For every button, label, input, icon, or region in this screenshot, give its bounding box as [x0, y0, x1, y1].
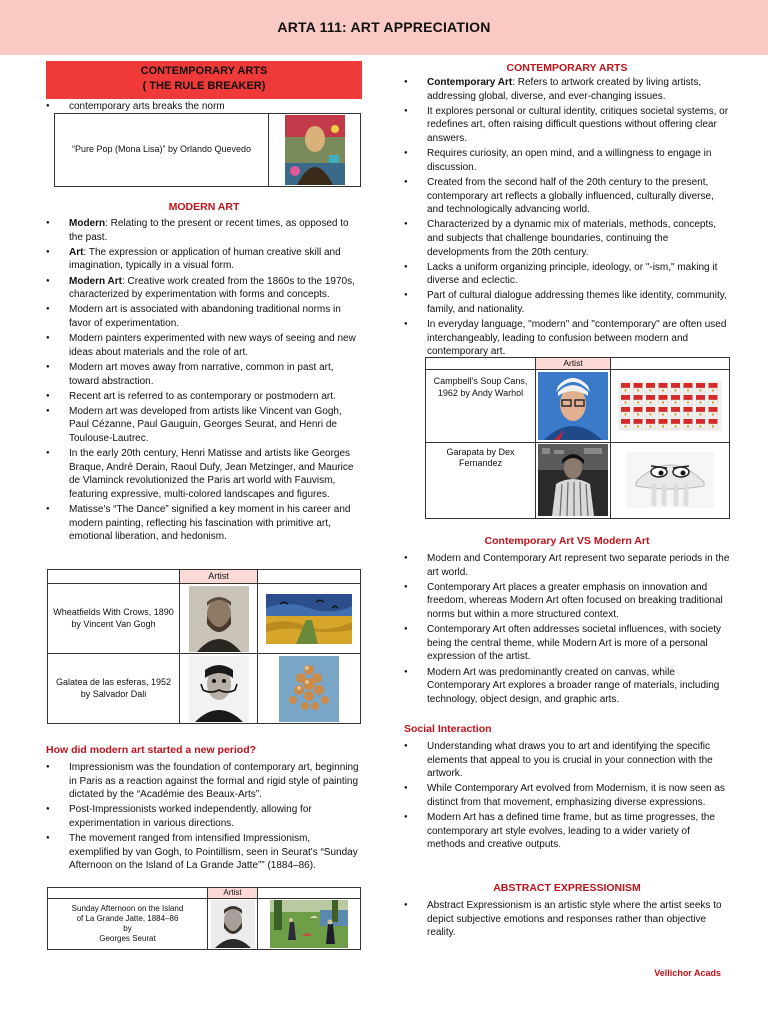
- soup-can: [646, 419, 655, 429]
- georges-seurat-portrait-image: [211, 900, 255, 948]
- seurat-caption: Sunday Afternoon on the Island of La Grande Jatte, 1884–86 by Georges Seurat: [48, 899, 208, 950]
- soup-can: [671, 407, 680, 417]
- soup-can: [709, 419, 718, 429]
- contemporary-arts-banner: [46, 61, 362, 99]
- soup-can: [696, 383, 705, 393]
- soup-can: [671, 419, 680, 429]
- soup-can: [684, 395, 693, 405]
- list-item: ● Part of cultural dialogue addressing themes like identity, community, family, and nationality.: [404, 289, 730, 316]
- pure-pop-mona-lisa-image: [285, 115, 345, 185]
- list-item: ● Modern Art has a defined time frame, but as time progresses, the contemporary art style evolves, leading to a wider variety of methods and creative outputs.: [404, 811, 730, 852]
- contemporary-artist-header: Artist: [536, 358, 611, 370]
- soup-can: [709, 407, 718, 417]
- list-item: ● Modern art is associated with abandoning traditional norms in favor of experimentation.: [46, 303, 362, 330]
- list-item: ● Modern: Relating to the present or recent times, as opposed to the past.: [46, 217, 362, 244]
- list-item: ● Requires curiosity, an open mind, and a willingness to engage in discussion.: [404, 147, 730, 174]
- soup-can: [709, 395, 718, 405]
- vs-heading: Contemporary Art VS Modern Art: [484, 535, 650, 547]
- seurat-artist-header: Artist: [208, 888, 258, 899]
- campbells-soup-cans-image: [618, 381, 722, 431]
- garapata-character-image: [626, 452, 714, 508]
- list-item: ● Modern Art was predominantly created on canvas, while Contemporary Art explores a broader range of materials, including technology, object design, and graphic arts.: [404, 666, 730, 707]
- modern-artists-table: [47, 569, 361, 724]
- dali-caption: Galatea de las esferas, 1952 by Salvador Dali: [48, 654, 180, 724]
- list-item: ● In everyday language, "modern" and "contemporary" are often used interchangeably, leading to confusion between modern and contemporary art.: [404, 318, 730, 359]
- galatea-de-las-esferas-image: [279, 656, 339, 722]
- list-item: ● The movement ranged from intensified Impressionism, exemplified by van Gogh, to Pointillism, seen in Seurat's “Sunday Afternoon on the Island of La Grande Jatte”” (1884–86).: [46, 832, 362, 873]
- soup-can: [684, 419, 693, 429]
- soup-can: [696, 407, 705, 417]
- soup-can: [684, 383, 693, 393]
- list-item: ● Post-Impressionists worked independently, allowing for experimentation in various directions.: [46, 803, 362, 830]
- abstract-expressionism-heading: ABSTRACT EXPRESSIONISM: [493, 882, 641, 894]
- social-interaction-list: [404, 740, 730, 854]
- artist-column-header: Artist: [180, 570, 258, 584]
- soup-can: [659, 419, 668, 429]
- list-item: ● Recent art is referred to as contemporary or postmodern art.: [46, 390, 362, 404]
- footer-brand: Vellichor Acads: [654, 968, 721, 978]
- list-item: ● Lacks a uniform organizing principle, ideology, or "-ism," making it diverse and eclectic.: [404, 261, 730, 288]
- soup-can: [634, 407, 643, 417]
- soup-can: [659, 407, 668, 417]
- list-item: ● Modern art was developed from artists like Vincent van Gogh, Paul Cézanne, Paul Gauguin, Georges Seurat, and Henri de Toulouse-Lautrec.: [46, 405, 362, 446]
- banner-subtitle: ( THE RULE BREAKER): [142, 79, 266, 92]
- van-gogh-portrait-image: [189, 586, 249, 652]
- sunday-afternoon-la-grande-jatte-image: [270, 900, 348, 948]
- vs-list: [404, 552, 730, 708]
- soup-can: [634, 383, 643, 393]
- abstract-expressionism-list: [404, 899, 730, 941]
- list-item: ● Impressionism was the foundation of contemporary art, beginning in Paris as a reaction against the formal and rigid style of painting dictated by the “Académie des Beaux-Arts”.: [46, 761, 362, 802]
- soup-can: [621, 407, 630, 417]
- soup-can: [646, 383, 655, 393]
- new-period-heading: How did modern art started a new period?: [46, 744, 257, 756]
- page-title: ARTA 111: ART APPRECIATION: [277, 19, 491, 36]
- list-item: ● Modern Art: Creative work created from the 1860s to the 1970s, characterized by experimentation with forms and concepts.: [46, 275, 362, 302]
- soup-can: [646, 395, 655, 405]
- list-item: ● Abstract Expressionism is an artistic style where the artist seeks to depict subjective emotions and responses rather than objective reality.: [404, 899, 730, 940]
- soup-can: [671, 383, 680, 393]
- list-item: ● Art: The expression or application of human creative skill and imagination, typically in a visual form.: [46, 246, 362, 273]
- salvador-dali-portrait-image: [189, 656, 249, 722]
- soup-can: [646, 407, 655, 417]
- list-item: ● Characterized by a dynamic mix of materials, methods, concepts, and subjects that challenge boundaries, continuing the developments from the 20th century.: [404, 218, 730, 259]
- list-item: ● Contemporary Art: Refers to artwork created by living artists, addressing global, diverse, and ever-changing issues.: [404, 76, 730, 103]
- warhol-caption: Campbell's Soup Cans, 1962 by Andy Warhol: [426, 370, 536, 442]
- van-gogh-caption: Wheatfields With Crows, 1890 by Vincent Van Gogh: [48, 584, 180, 654]
- new-period-list: [46, 761, 362, 875]
- soup-can: [634, 419, 643, 429]
- list-item: ● Contemporary Art places a greater emphasis on innovation and freedom, whereas Modern Art often focused on breaking traditional norms but within a more structured context.: [404, 581, 730, 622]
- contemporary-arts-list: [404, 76, 730, 361]
- page-header: [0, 0, 768, 55]
- modern-art-heading: MODERN ART: [168, 201, 240, 213]
- andy-warhol-portrait-image: [538, 372, 608, 440]
- mona-lisa-caption: “Pure Pop (Mona Lisa)” by Orlando Quevedo: [55, 114, 269, 187]
- list-item: ● Contemporary Art often addresses societal influences, with society being the central theme, while Modern Art is more of a personal expression of the artist.: [404, 623, 730, 664]
- soup-can: [621, 419, 630, 429]
- soup-can: [671, 395, 680, 405]
- garapata-caption: Garapata by Dex Fernandez: [426, 442, 536, 518]
- soup-can: [684, 407, 693, 417]
- wheatfield-with-crows-image: [266, 594, 352, 644]
- soup-can: [659, 383, 668, 393]
- soup-can: [696, 395, 705, 405]
- seurat-table: [47, 887, 361, 950]
- mona-lisa-table: [54, 113, 361, 187]
- list-item: ● Modern art moves away from narrative, common in past art, toward abstraction.: [46, 361, 362, 388]
- list-item: ● In the early 20th century, Henri Matisse and artists like Georges Braque, André Derain, Raoul Dufy, Jean Metzinger, and Maurice de Vlaminck revolutionized the Paris art world with Fauvism, featuring expressive, multi-colored landscapes and figures.: [46, 447, 362, 501]
- dex-fernandez-portrait-image: [538, 444, 608, 516]
- intro-bullet: ● contemporary arts breaks the norm: [46, 100, 362, 114]
- list-item: ● It explores personal or cultural identity, critiques societal systems, or redefines art, often raising difficult questions without offering clear answers.: [404, 105, 730, 146]
- contemporary-arts-heading: CONTEMPORARY ARTS: [506, 62, 628, 74]
- list-item: ● Understanding what draws you to art and identifying the specific elements that appeal to you is crucial in your connection with the artwork.: [404, 740, 730, 781]
- mona-lisa-image-cell: [269, 114, 361, 187]
- list-item: ● Modern painters experimented with new ways of seeing and new ideas about materials and the role of art.: [46, 332, 362, 359]
- soup-can: [621, 395, 630, 405]
- soup-can: [696, 419, 705, 429]
- soup-can: [634, 395, 643, 405]
- list-item: ● While Contemporary Art evolved from Modernism, it is now seen as distinct from that movement, emphasizing diverse expressions.: [404, 782, 730, 809]
- list-item: ● Matisse's “The Dance” signified a key moment in his career and modern painting, reflecting his fascination with primitive art, emotional liberation, and hedonism.: [46, 503, 362, 544]
- soup-can: [659, 395, 668, 405]
- contemporary-artists-table: [425, 357, 730, 519]
- modern-art-list: [46, 217, 362, 546]
- soup-can: [709, 383, 718, 393]
- social-interaction-heading: Social Interaction: [404, 723, 492, 735]
- banner-title: CONTEMPORARY ARTS: [140, 65, 268, 77]
- list-item: ● Created from the second half of the 20th century to the present, contemporary art reflects a globally influenced, culturally diverse, and technologically advancing world.: [404, 176, 730, 217]
- list-item: ● Modern and Contemporary Art represent two separate periods in the art world.: [404, 552, 730, 579]
- soup-can: [621, 383, 630, 393]
